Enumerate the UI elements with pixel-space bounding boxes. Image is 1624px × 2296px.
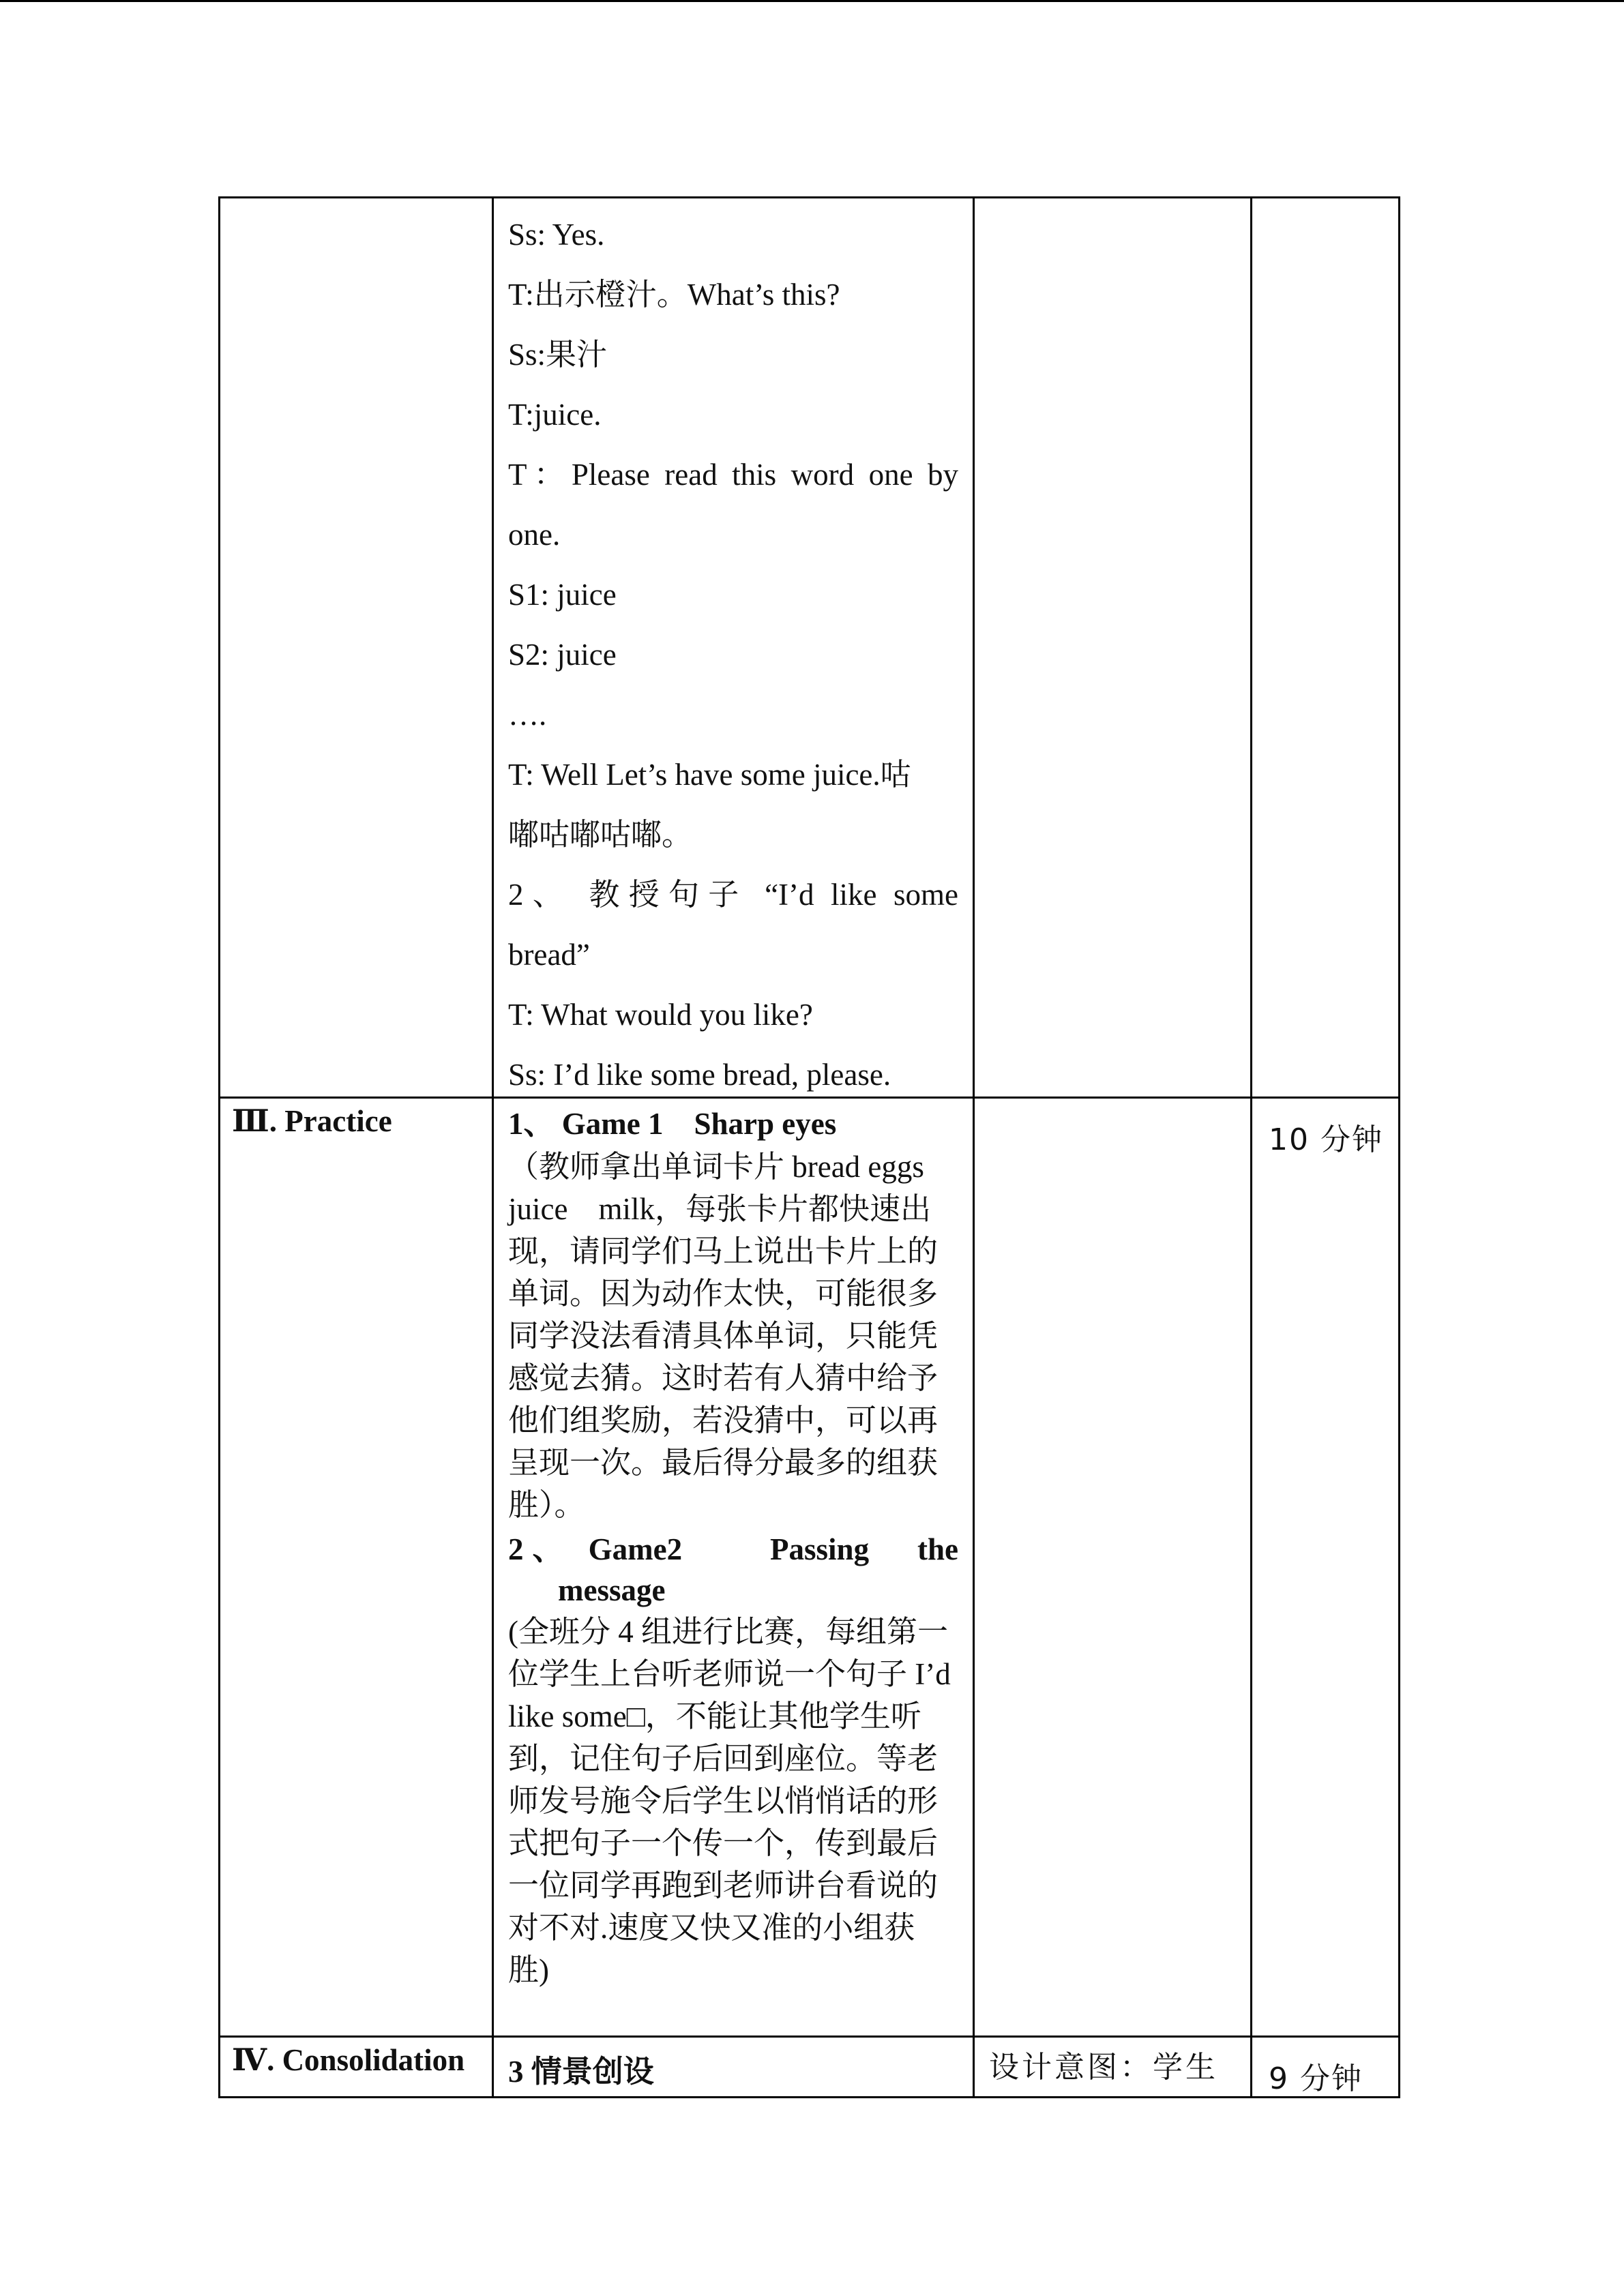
dialogue-line: T: Well Let’s have some juice.咕 (508, 758, 911, 792)
dialogue-line: Ss: Yes. (508, 218, 605, 252)
design-intent: 设计意图：学生 (989, 2050, 1218, 2085)
game2-title: 2、 Game2 Passing the (508, 1532, 958, 1566)
dialogue-line: S1: juice (508, 578, 617, 612)
dialogue-line: T:出示橙汁。What’s this? (508, 278, 840, 312)
dialogue-line: 嘟咕嘟咕嘟。 (508, 818, 693, 852)
dialogue-line: T: What would you like? (508, 998, 813, 1032)
dialogue-line: …. (508, 698, 547, 732)
dialogue-line: T：Please read this word one by (508, 458, 958, 492)
dialogue-line: S2: juice (508, 638, 617, 672)
dialogue-line: Ss:果汁 (508, 338, 608, 372)
consolidation-content: 3 情景创设 (508, 2055, 654, 2089)
dialogue-line: 2、 教授句子 “I’d like some (508, 878, 958, 912)
dialogue-line: T:juice. (508, 398, 602, 432)
dialogue-line: bread” (508, 938, 590, 972)
practice-duration: 10 分钟 (1269, 1122, 1383, 1157)
game1-title: 1、 Game 1 Sharp eyes (508, 1107, 837, 1141)
game2-description: (全班分 4 组进行比赛，每组第一位学生上台听老师说一个句子 I’d like some□，不能让其他学生听到，记住句子后回到座位。等老师发号施令后学生以悄悄话的形式把句子一个传一个，传到最后一位同学再跑到老师讲台看说的对不对.速度又快又准的小组获胜) (508, 1615, 951, 1987)
stage-label-practice: Ⅲ. Practice (232, 1104, 392, 1138)
page-top-border (0, 0, 1624, 2)
game2-title-continued: message (558, 1573, 666, 1607)
stage-label-consolidation: Ⅳ. Consolidation (232, 2043, 465, 2077)
dialogue-line: one. (508, 518, 561, 552)
dialogue-line: Ss: I’d like some bread, please. (508, 1058, 891, 1092)
consolidation-duration: 9 分钟 (1269, 2061, 1363, 2096)
game1-description: （教师拿出单词卡片 bread eggs juice milk，每张卡片都快速出现，请同学们马上说出卡片上的单词。因为动作太快，可能很多同学没法看清具体单词，只能凭感觉去猜。这时若有人猜中给予他们组奖励，若没猜中，可以再呈现一次。最后得分最多的组获胜）。 (508, 1150, 939, 1522)
